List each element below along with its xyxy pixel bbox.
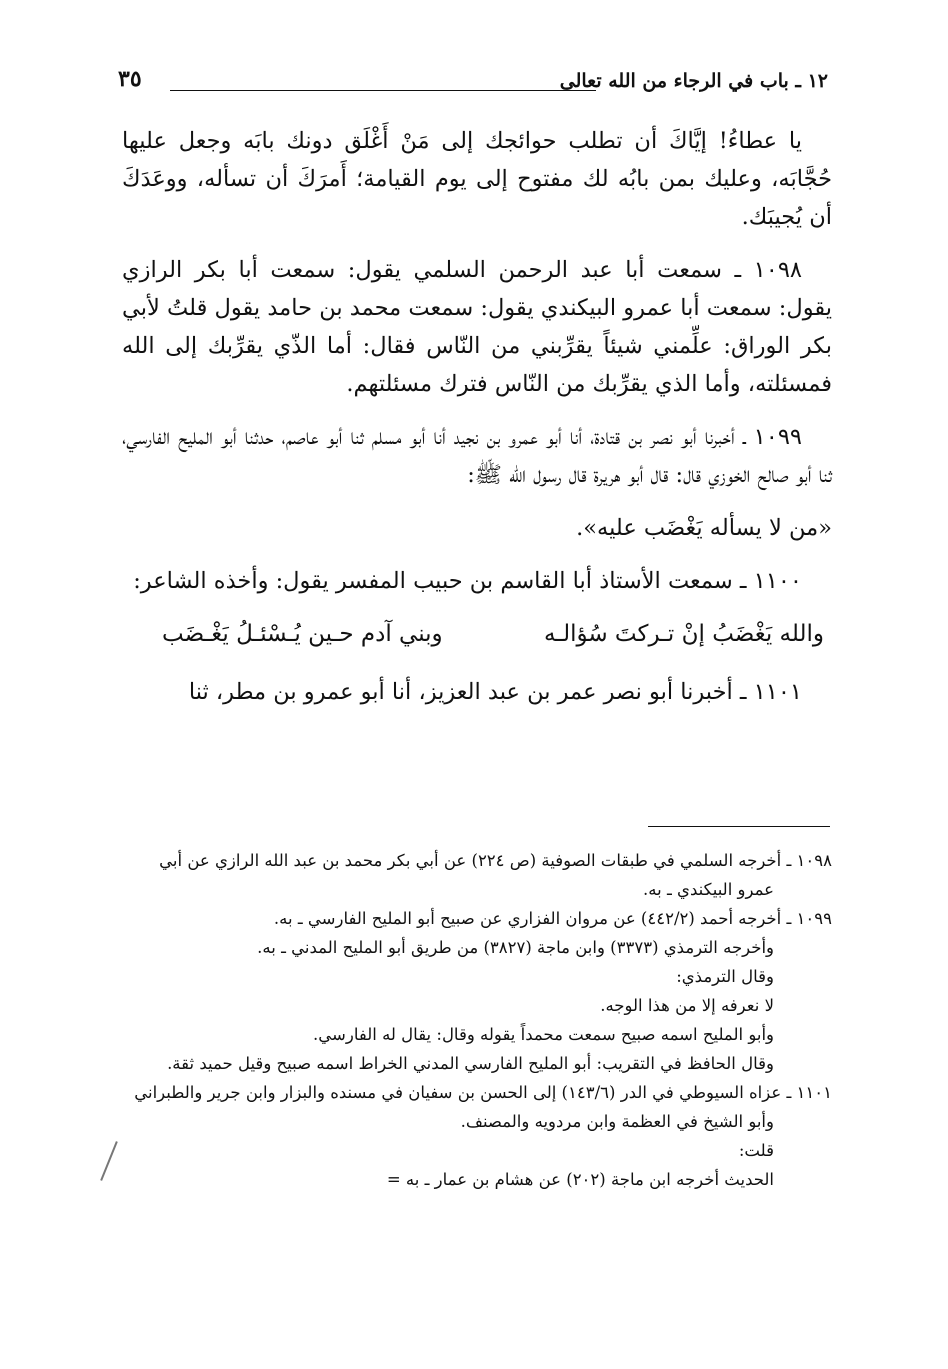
paragraph-intro: يا عطاءُ! إيَّاكَ أن تطلب حوائجك إلى مَنْ أَغْلَق دونك بابَه وجعل عليها حُجَّابَه، وعليك بمن بابُه لك مفتوح إلى يوم القيامة؛ أَمرَكَ أن تسأله، ووعَدَكَ أن يُجيبَك. <box>122 128 832 230</box>
footnote-1101: ١١٠١ ـ عزاه السيوطي في الدر (١٤٣/٦) إلى الحسن بن سفيان في مسنده والبزار وابن جرير والطبراني وأبو الشيخ في العظمة وابن مردويه والمصنف. <box>134 1083 832 1131</box>
footnotes <box>122 846 832 1194</box>
page-number: ٣٥ <box>118 66 142 92</box>
margin-pen-mark <box>100 1141 118 1181</box>
footnote-1098: ١٠٩٨ ـ أخرجه السلمي في طبقات الصوفية (ص ٢٢٤) عن أبي بكر محمد بن عبد الله الرازي عن أبي عمرو البيكندي ـ به. <box>159 851 832 899</box>
chapter-title: ١٢ ـ باب في الرجاء من الله تعالى <box>559 70 828 92</box>
hadith-text: «من لا يسأله يَغْضَب عليه». <box>576 515 832 541</box>
paragraph-1101: ١١٠١ ـ أخبرنا أبو نصر عمر بن عبد العزيز، أنا أبو عمرو بن مطر، ثنا <box>188 679 802 705</box>
footnote-1099-line: وقال الحافظ في التقريب: أبو المليح الفارسي المدني الخراط اسمه صبيح وقيل حميد ثقة. <box>167 1054 774 1073</box>
footnote-1099-line: لا نعرفه إلا من هذا الوجه. <box>600 996 774 1015</box>
paragraph-1099: ١٠٩٩ ـ أخبرنا أبو نصر بن قتادة، أنا أبو عمرو بن نجيد أنا أبو مسلم ثنا أبو عاصم، حدثنا أبو المليح الفارسي، ثنا أبو صالح الخوزي قال: قال أبو هريرة قال رسول الله ﷺ: <box>122 424 832 488</box>
header-rule <box>170 90 596 91</box>
footnote-1099-line: وأخرجه الترمذي (٣٣٧٣) وابن ماجة (٣٨٢٧) من طريق أبو المليح المدني ـ به. <box>257 938 774 957</box>
footnote-1099: ١٠٩٩ ـ أخرجه أحمد (٤٤٢/٢) عن مروان الفزاري عن صبيح أبو المليح الفارسي ـ به. <box>273 909 832 928</box>
poem-verse <box>122 615 832 653</box>
footnote-1101-line: قلت: <box>738 1141 774 1160</box>
footnote-1099-line: وأبو المليح اسمه صبيح سمعت محمداً يقوله وقال: يقال له الفارسي. <box>313 1025 774 1044</box>
footnote-separator <box>648 826 830 827</box>
running-header <box>118 66 828 98</box>
poem-first-hemistich: والله يَغْضَبُ إنْ تـركتَ سُؤالـه <box>544 621 824 647</box>
paragraph-1098: ١٠٩٨ ـ سمعت أبا عبد الرحمن السلمي يقول: سمعت أبا بكر الرازي يقول: سمعت أبا عمرو البيكندي يقول: سمعت محمد بن حامد يقول قلتُ لأبي بكر الوراق: علِّمني شيئاً يقرِّبني من النّاس فقال: أما الذّي يقرِّبك إلى الله فمسئلته، وأما الذي يقرِّبك من النّاس فترك مسئلتهم. <box>122 257 832 397</box>
poem-second-hemistich: وبني آدم حـين يُـسْئـلُ يَغْـضَب <box>162 621 443 647</box>
footnote-1101-line: الحديث أخرجه ابن ماجة (٢٠٢) عن هشام بن عمار ـ به = <box>386 1170 774 1189</box>
footnote-1099-line: وقال الترمذي: <box>676 967 774 986</box>
paragraph-1100: ١١٠٠ ـ سمعت الأستاذ أبا القاسم بن حبيب المفسر يقول: وأخذه الشاعر: <box>133 568 802 594</box>
main-text <box>122 122 832 726</box>
